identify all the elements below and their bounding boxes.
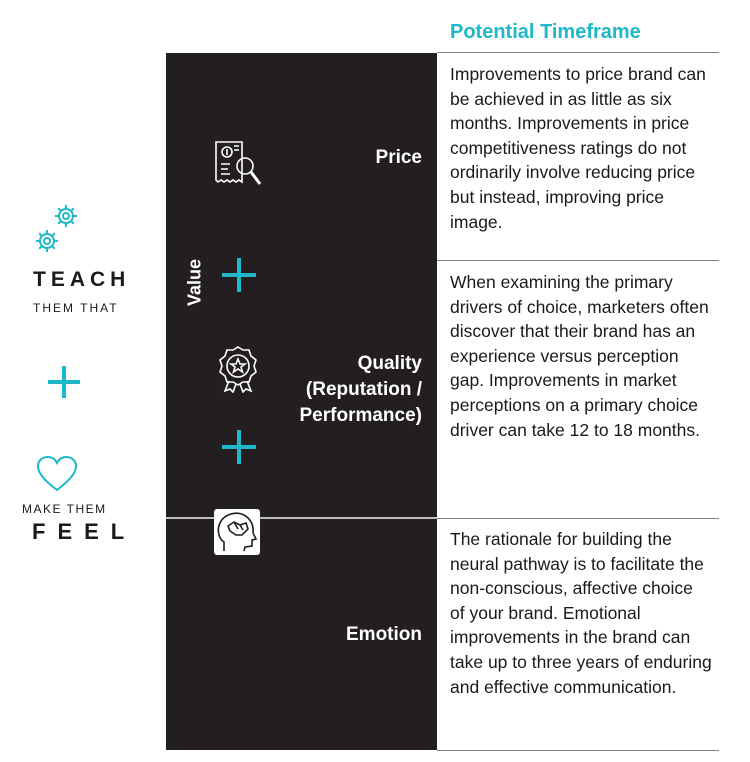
timeframe-title: Potential Timeframe [450, 21, 641, 43]
row-rule [437, 52, 719, 53]
row-label-price [376, 145, 422, 171]
plus-icon [48, 366, 80, 398]
award-badge-icon [218, 345, 258, 393]
head-handshake-icon [214, 509, 260, 555]
row-rule [437, 260, 719, 261]
panel-divider [166, 517, 437, 519]
gears-icon [33, 200, 85, 260]
row-rule [437, 518, 719, 519]
timeframe-text-price: Improvements to price brand can be achieved in as little as six months. Improvements in price competitiveness ratings do not ordinarily involve reducing price but instead, improving price image. [450, 64, 706, 232]
receipt-search-icon [212, 140, 264, 188]
row-rule [437, 750, 719, 751]
row-label-line: Emotion [346, 624, 422, 645]
row-label-line: Performance) [299, 405, 422, 426]
row-label-quality [300, 351, 423, 429]
plus-icon [222, 258, 256, 292]
row-label-line: Price [375, 147, 422, 168]
row-label-line: (Reputation / [305, 379, 422, 400]
feel-title: FEEL [32, 519, 137, 544]
heart-icon [36, 455, 78, 493]
plus-icon [222, 430, 256, 464]
value-label: Value [184, 258, 205, 307]
row-label-emotion [346, 622, 422, 648]
timeframe-text-emotion: The rationale for building the neural pathway is to facilitate the non-conscious, affective choice of your brand. Emotional improvements in the brand can take up to three years of enduring and effective communication. [450, 529, 712, 697]
teach-subtitle: THEM THAT [33, 301, 119, 315]
feel-subtitle: MAKE THEM [22, 502, 107, 516]
row-label-line: Quality [357, 353, 422, 374]
timeframe-text-quality: When examining the primary drivers of choice, marketers often discover that their brand has an experience versus perception gap. Improvements in market perceptions on a primary choice driver can take 12 to 18 months. [450, 272, 709, 440]
teach-title: TEACH [33, 268, 131, 291]
